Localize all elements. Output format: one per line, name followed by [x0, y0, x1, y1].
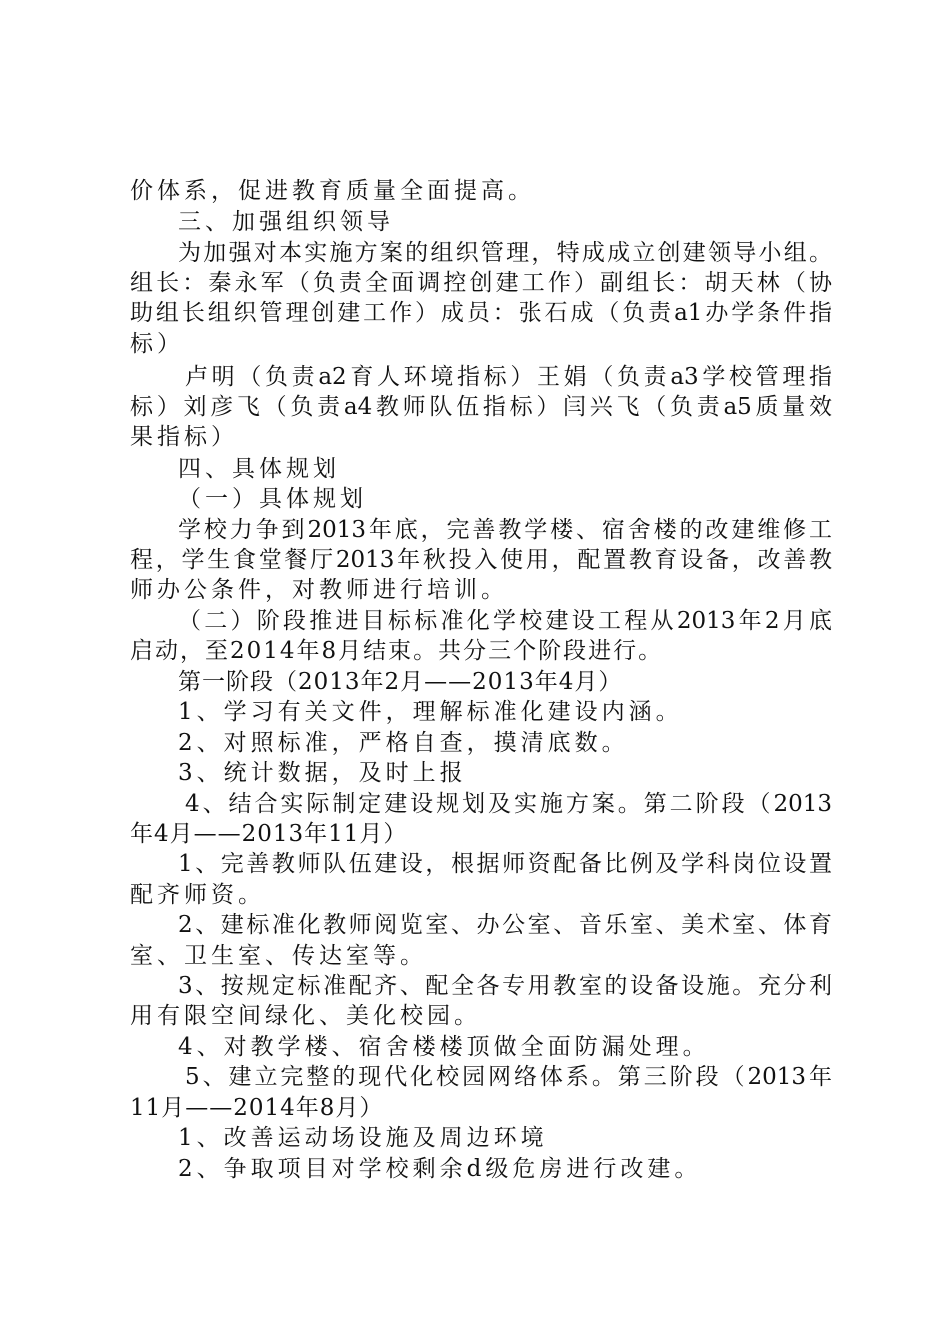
- list-item: 2、争取项目对学校剩余d级危房进行改建。: [178, 1156, 702, 1182]
- paragraph-line: 卢明（负责a2育人环境指标）王娟（负责a3学校管理指: [185, 364, 832, 390]
- list-item: 3、统计数据，及时上报: [178, 760, 467, 786]
- subsection-heading: （一）具体规划: [178, 486, 367, 512]
- paragraph-line: 程，学生食堂餐厅2013年秋投入使用，配置教育设备，改善教: [130, 547, 832, 573]
- paragraph-line: 年4月——2013年11月）: [130, 821, 408, 847]
- paragraph-line: 师办公条件，对教师进行培训。: [130, 577, 508, 603]
- paragraph-line: 启动，至2014年8月结束。共分三个阶段进行。: [130, 638, 664, 664]
- list-item: 5、建立完整的现代化校园网络体系。第三阶段（2013年: [185, 1064, 832, 1090]
- list-item: 1、学习有关文件，理解标准化建设内涵。: [178, 699, 683, 725]
- list-item: 3、按规定标准配齐、配全各专用教室的设备设施。充分利: [178, 973, 832, 999]
- list-item: 2、对照标准，严格自查，摸清底数。: [178, 730, 629, 756]
- paragraph-line: （二）阶段推进目标标准化学校建设工程从2013年2月底: [178, 608, 832, 634]
- paragraph-line: 学校力争到2013年底，完善教学楼、宿舍楼的改建维修工: [178, 517, 832, 543]
- section-heading: 四、具体规划: [178, 456, 340, 482]
- paragraph-line: 室、卫生室、传达室等。: [130, 943, 427, 969]
- paragraph-line: 果指标）: [130, 424, 238, 450]
- paragraph-line: 价体系，促进教育质量全面提高。: [130, 178, 535, 204]
- section-heading: 三、加强组织领导: [178, 209, 394, 235]
- paragraph-line: 标）刘彦飞（负责a4教师队伍指标）闫兴飞（负责a5质量效: [130, 394, 832, 420]
- paragraph-line: 组长：秦永军（负责全面调控创建工作）副组长：胡天林（协: [130, 270, 832, 296]
- paragraph-line: 11月——2014年8月）: [130, 1095, 384, 1121]
- paragraph-line: 用有限空间绿化、美化校园。: [130, 1003, 481, 1029]
- paragraph-line: 为加强对本实施方案的组织管理，特成成立创建领导小组。: [178, 240, 832, 266]
- list-item: 1、改善运动场设施及周边环境: [178, 1125, 548, 1151]
- list-item: 1、完善教师队伍建设，根据师资配备比例及学科岗位设置: [178, 851, 832, 877]
- list-item: 2、建标准化教师阅览室、办公室、音乐室、美术室、体育: [178, 912, 832, 938]
- paragraph-line: 配齐师资。: [130, 882, 265, 908]
- list-item: 4、对教学楼、宿舍楼楼顶做全面防漏处理。: [178, 1034, 710, 1060]
- list-item: 4、结合实际制定建设规划及实施方案。第二阶段（2013: [185, 791, 832, 817]
- stage-heading: 第一阶段（2013年2月——2013年4月）: [178, 669, 623, 695]
- paragraph-line: 标）: [130, 331, 184, 357]
- paragraph-line: 助组长组织管理创建工作）成员：张石成（负责a1办学条件指: [130, 300, 832, 326]
